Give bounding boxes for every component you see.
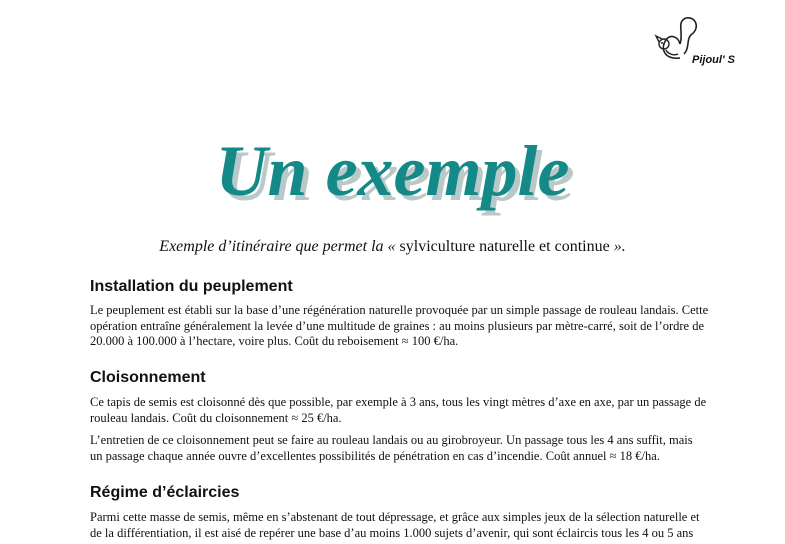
paragraph-line: 20.000 à 100.000 à l’hectare, voire plus. Coût du reboisement ≈ 100 €/ha. <box>90 334 459 348</box>
subtitle-term: sylviculture naturelle et continue <box>399 238 610 255</box>
paragraph-installation <box>90 303 760 350</box>
paragraph-line: opération entraîne généralement la levée d’une multitude de graines : au moins plusieurs par mètre-carré, soit de l’ordre de <box>90 318 704 333</box>
paragraph-line: L’entretien de ce cloisonnement peut se faire au rouleau landais ou au girobroyeur. Un passage tous les 4 ans suffit, mais <box>90 433 693 447</box>
paragraph-line: rouleau landais. Coût du cloisonnement ≈ 25 €/ha. <box>90 410 342 425</box>
section-heading-cloisonnement: Cloisonnement <box>90 369 206 386</box>
subtitle-tail: ». <box>609 238 626 255</box>
paragraph-line: Le peuplement est établi sur la base d’une régénération naturelle provoquée par un simple passage de rouleau landais. Cette <box>90 303 709 317</box>
paragraph-line: Parmi cette masse de semis, même en s’abstenant de tout dépressage, et grâce aux simples jeux de la sélection naturelle et <box>90 510 700 524</box>
subtitle <box>0 237 785 257</box>
paragraph-line: un passage chaque année ouvre d’excellentes possibilités de pénétration en cas d’incendie. Coût annuel ≈ 18 €/ha. <box>90 448 660 463</box>
paragraph-line: Ce tapis de semis est cloisonné dès que possible, par exemple à 3 ans, tous les vingt mètres d’axe en axe, par un passage de <box>90 395 707 409</box>
subtitle-lead: Exemple d’itinéraire que permet la « <box>159 238 400 255</box>
logo <box>650 14 770 70</box>
paragraph-line: de la différentiation, il est aisé de repérer une base d’au moins 1.000 sujets d’avenir, qui sont éclaircis tous les 4 ou 5 ans <box>90 525 694 540</box>
page-title: Un exemple <box>215 131 570 211</box>
logo-text: Pijoul' S <box>692 54 735 66</box>
paragraph-cloisonnement-1 <box>90 395 760 426</box>
section-heading-installation: Installation du peuplement <box>90 278 293 295</box>
paragraph-cloisonnement-2 <box>90 433 760 464</box>
section-heading-eclaircies: Régime d’éclaircies <box>90 484 240 501</box>
paragraph-eclaircies <box>90 510 760 541</box>
